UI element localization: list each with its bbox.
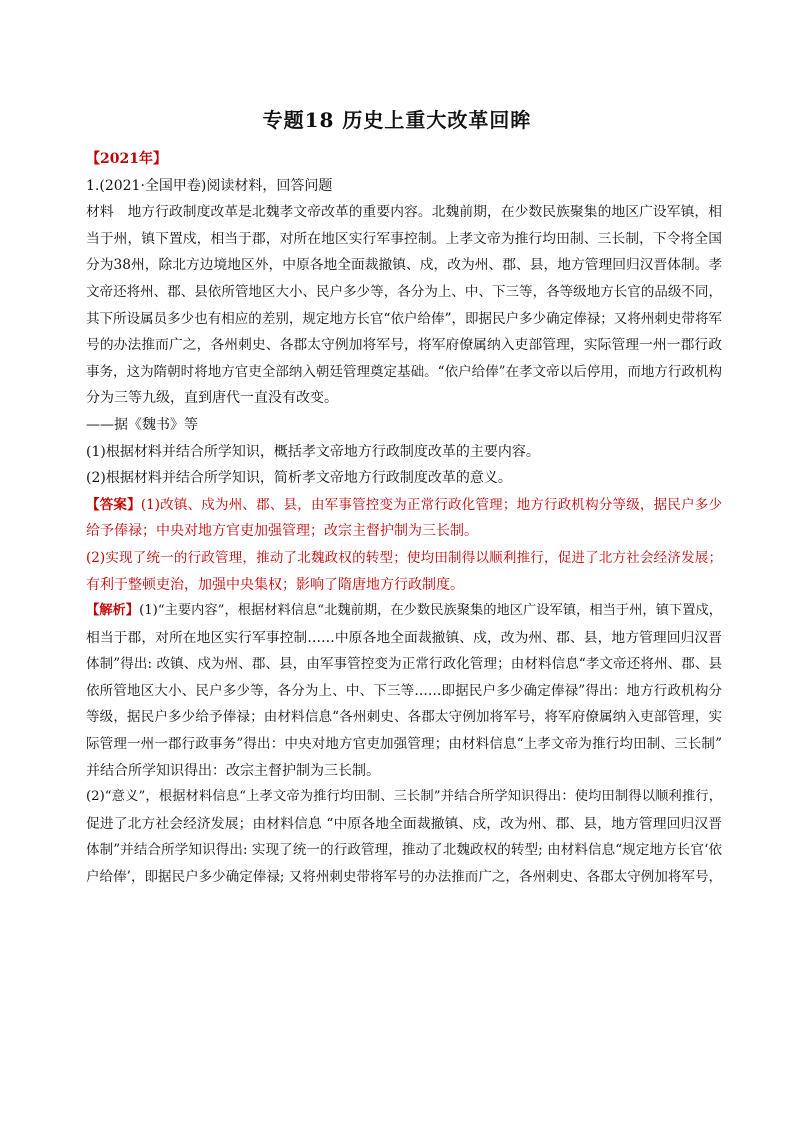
question-2: (2)根据材料并结合所学知识，简析孝文帝地方行政制度改革的意义。: [86, 470, 512, 487]
material-line: 分为38州，除北方边境地区外，中原各地全面裁撤镇、戍，改为州、郡、县，地方管理回归汉晋体制。孝: [86, 257, 723, 274]
analysis-tag: 【解析】: [86, 603, 140, 619]
analysis-line: 等级，据民户多少给予俸禄；由材料信息“各州刺史、各郡太守例加将军号，将军府僚属纳入吏部管理，实: [86, 709, 722, 726]
material-line: 材料 地方行政制度改革是北魏孝文帝改革的重要内容。北魏前期，在少数民族聚集的地区广设军镇，相: [86, 204, 722, 221]
analysis-line: (2)“意义”，根据材料信息“上孝文帝为推行均田制、三长制”并结合所学知识得出：使均田制得以顺利推行，: [86, 789, 722, 805]
material-line: 其下所设属员多少也有相应的差别，规定地方长官“依户给俸”，即据民户多少确定俸禄；又将州刺史带将军: [86, 310, 722, 327]
analysis-line: 依所管地区大小、民户多少等，各分为上、中、下三等……即据民户多少确定俸禄”得出：地方行政机构分: [86, 682, 722, 699]
material-line: 当于州，镇下置戍，相当于郡，对所在地区实行军事控制。上孝文帝为推行均田制、三长制，下令将全国: [86, 230, 722, 247]
question-1: (1)根据材料并结合所学知识，概括孝文帝地方行政制度改革的主要内容。: [86, 443, 540, 460]
page-title: 专题18 历史上重大改革回眸: [262, 108, 532, 132]
year-label: 【2021年】: [86, 151, 167, 167]
analysis-text: (1)“主要内容”，根据材料信息“北魏前期，在少数民族聚集的地区广设军镇，相当于州，镇下置戍，: [139, 603, 722, 619]
analysis-line: 体制”并结合所学知识得出: 实现了统一的行政管理，推动了北魏政权的转型; 由材料信息“规定地方长官‘依: [86, 842, 722, 859]
answer-line: (2)实现了统一的行政管理，推动了北魏政权的转型；使均田制得以顺利推行，促进了北方社会经济发展；: [86, 549, 722, 566]
analysis-line: 户给俸’，即据民户多少确定俸禄; 又将州刺史带将军号的办法推而广之，各州刺史、各郡太守例加将军号，: [86, 869, 722, 886]
material-source: ——据《魏书》等: [86, 416, 198, 433]
question-header: 1.(2021·全国甲卷)阅读材料，回答问题: [86, 177, 333, 194]
answer-line: 有利于整顿吏治，加强中央集权；影响了隋唐地方行政制度。: [86, 576, 464, 593]
material-line: 事务，这为隋朝时将地方官吏全部纳入朝廷管理奠定基础。“依户给俸”在孝文帝以后停用，而地方行政机构: [86, 363, 722, 380]
document-body: [86, 146, 722, 891]
answer-text: (1)改镇、戍为州、郡、县，由军事管控变为正常行政化管理；地方行政机构分等级，据民户多少: [140, 496, 723, 513]
analysis-line: 体制”得出: 改镇、戍为州、郡、县，由军事管控变为正常行政化管理；由材料信息“孝文帝还将州、郡、县: [86, 656, 722, 673]
material-line: 号的办法推而广之，各州刺史、各郡太守例加将军号，将军府僚属纳入吏部管理，实际管理一州一郡行政: [86, 337, 722, 354]
answer-line: 给予俸禄；中央对地方官吏加强管理；改宗主督护制为三长制。: [86, 523, 478, 540]
answer-line: [86, 492, 722, 519]
material-line: 分为三等九级，直到唐代一直没有改变。: [86, 390, 338, 407]
analysis-line: 并结合所学知识得出：改宗主督护制为三长制。: [86, 762, 380, 779]
analysis-section: [86, 598, 722, 891]
answer-tag: 【答案】: [86, 496, 141, 513]
analysis-line: [86, 598, 722, 625]
answer-section: [86, 492, 722, 598]
analysis-line: 相当于郡，对所在地区实行军事控制……中原各地全面裁撤镇、戍，改为州、郡、县，地方管理回归汉晋: [86, 629, 722, 646]
analysis-line: 促进了北方社会经济发展；由材料信息 “中原各地全面裁撤镇、戍，改为州、郡、县，地方管理回归汉晋: [86, 815, 722, 832]
material-line: 文帝还将州、郡、县依所管地区大小、民户多少等，各分为上、中、下三等，各等级地方长官的品级不同，: [86, 283, 722, 300]
material-text: [86, 199, 722, 412]
analysis-line: 际管理一州一郡行政事务”得出：中央对地方官吏加强管理；由材料信息“上孝文帝为推行均田制、三长制”: [86, 736, 722, 753]
